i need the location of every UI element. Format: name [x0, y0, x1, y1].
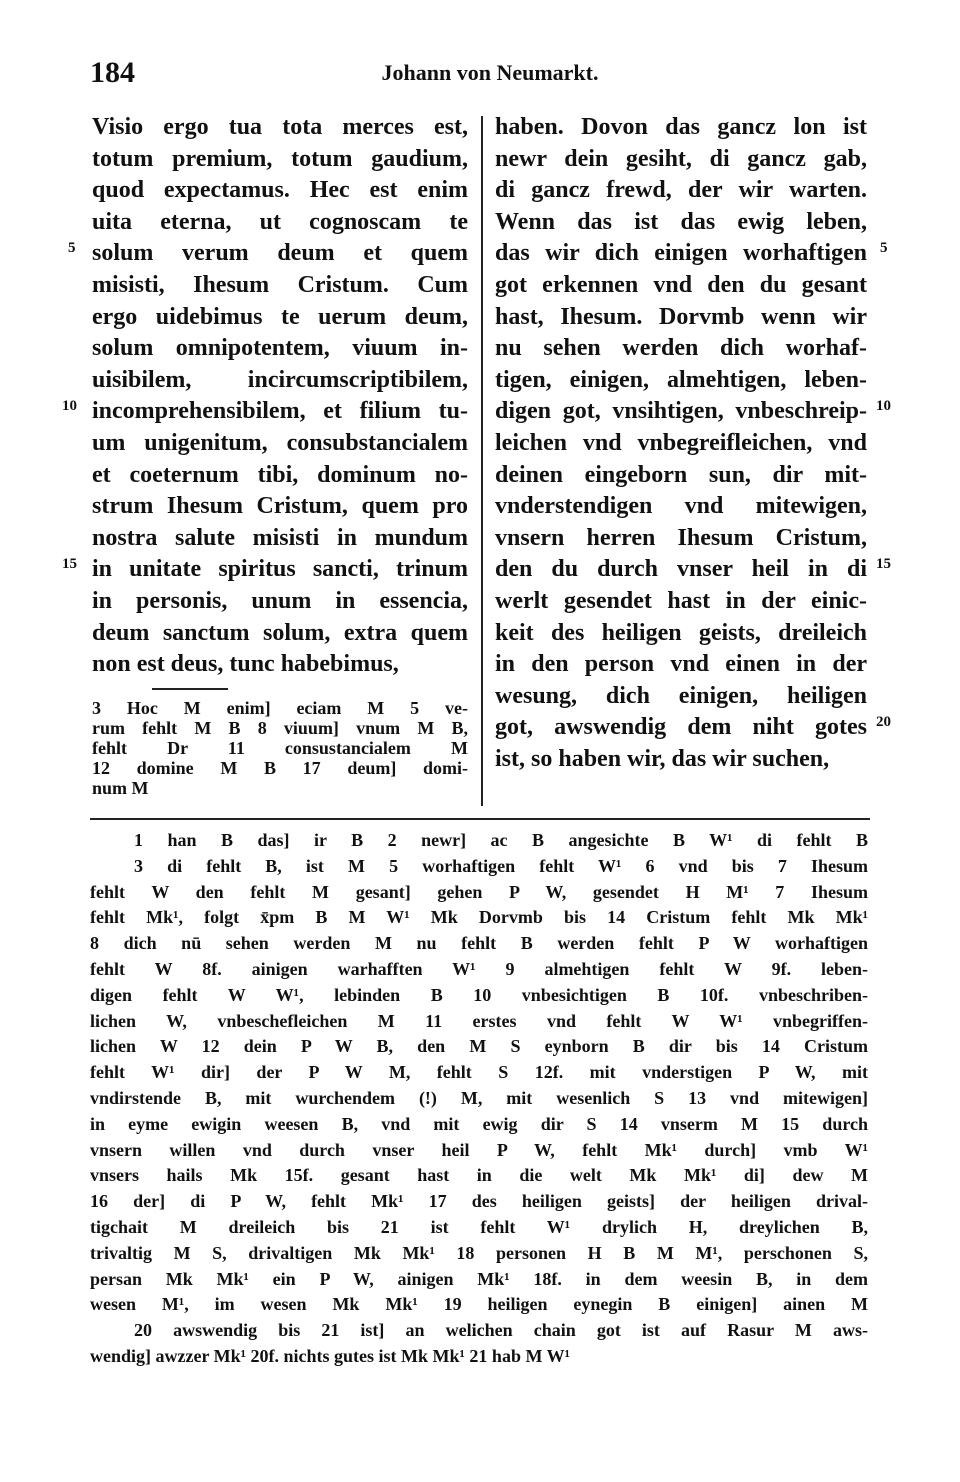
- german-line: vnsern herren Ihesum Cristum,: [495, 524, 867, 551]
- latin-apparatus: [92, 688, 468, 798]
- german-line: leichen vnd vnbegreifleichen, vnd: [495, 429, 867, 456]
- footnote-line: vnsers hails Mk 15f. gesant hast in die welt Mk Mk¹ di] dew M: [90, 1165, 868, 1186]
- footnote-line: vndirstende B, mit wurchendem (!) M, mit wesenlich S 13 vnd mitewigen]: [90, 1087, 868, 1108]
- footnote-line: persan Mk Mk¹ ein P W, ainigen Mk¹ 18f. in dem weesin B, in dem: [90, 1268, 868, 1289]
- latin-line: in unitate spiritus sancti, trinum: [92, 556, 468, 583]
- latin-line: ergo uidebimus te uerum deum,: [92, 303, 468, 330]
- german-line: wesung, dich einigen, heiligen: [495, 682, 867, 709]
- german-line: tigen, einigen, almehtigen, leben-: [495, 366, 867, 393]
- footnote-line: trivaltig M S, drivaltigen Mk Mk¹ 18 personen H B M M¹, perschonen S,: [90, 1242, 868, 1263]
- latin-line: um unigenitum, consubstancialem: [92, 429, 468, 456]
- latin-line: in personis, unum in essencia,: [92, 587, 468, 614]
- footnote-line: digen fehlt W W¹, lebinden B 10 vnbesichtigen B 10f. vnbeschriben-: [90, 984, 868, 1005]
- german-line: ist, so haben wir, das wir suchen,: [495, 745, 830, 772]
- footnote-line: wendig] awzzer Mk¹ 20f. nichts gutes ist Mk Mk¹ 21 hab M W¹: [90, 1345, 571, 1366]
- german-line: got erkennen vnd den du gesant: [495, 271, 867, 298]
- apparatus-line: 3 Hoc M enim] eciam M 5 ve-: [92, 697, 468, 718]
- left-line-number: 5: [68, 240, 76, 256]
- latin-line: strum Ihesum Cristum, quem pro: [92, 493, 468, 520]
- page-number: 184: [90, 56, 135, 89]
- footnote-line: vnsern willen vnd durch vnser heil P W, fehlt Mk¹ durch] vmb W¹: [90, 1139, 868, 1160]
- left-line-number: 10: [62, 398, 77, 414]
- latin-line: incomprehensibilem, et filium tu-: [92, 398, 468, 425]
- footnote-line: fehlt W den fehlt M gesant] gehen P W, gesendet H M¹ 7 Ihesum: [90, 881, 868, 902]
- latin-column: [92, 112, 468, 681]
- german-line: di gancz frewd, der wir warten.: [495, 177, 867, 204]
- footnote-line: lichen W, vnbeschefleichen M 11 erstes vnd fehlt W W¹ vnbegriffen-: [90, 1010, 868, 1031]
- right-line-number: 10: [876, 398, 891, 414]
- footnote-line: lichen W 12 dein P W B, den M S eynborn B dir bis 14 Cristum: [90, 1036, 868, 1057]
- latin-line: solum verum deum et quem: [92, 240, 468, 267]
- left-line-number: 15: [62, 556, 77, 572]
- latin-line: uisibilem, incircumscriptibilem,: [92, 366, 468, 393]
- latin-line: uita eterna, ut cognoscam te: [92, 208, 468, 235]
- column-divider: [481, 116, 483, 806]
- latin-line: deum sanctum solum, extra quem: [92, 619, 468, 646]
- german-line: vnderstendigen vnd mitewigen,: [495, 493, 867, 520]
- footnote-line: in eyme ewigin weesen B, vnd mit ewig dir S 14 vnserm M 15 durch: [90, 1113, 868, 1134]
- footnote-line: wesen M¹, im wesen Mk Mk¹ 19 heiligen eynegin B einigen] ainen M: [90, 1294, 868, 1315]
- footnote-line: 1 han B das] ir B 2 newr] ac B angesichte B W¹ di fehlt B: [134, 830, 868, 850]
- footnote-line: fehlt Mk¹, folgt x̄pm B M W¹ Mk Dorvmb bis 14 Cristum fehlt Mk Mk¹: [90, 907, 868, 928]
- german-line: nu sehen werden dich worhaf-: [495, 335, 867, 362]
- running-title: Johann von Neumarkt.: [381, 60, 599, 85]
- right-line-number: 15: [876, 556, 891, 572]
- latin-line: non est deus, tunc habebimus,: [92, 651, 399, 678]
- german-line: werlt gesendet hast in der einic-: [495, 587, 867, 614]
- latin-line: nostra salute misisti in mundum: [92, 524, 468, 551]
- latin-line: misisti, Ihesum Cristum. Cum: [92, 271, 468, 298]
- footnote-line: 8 dich nū sehen werden M nu fehlt B werden fehlt P W worhaftigen: [90, 933, 868, 954]
- german-line: deinen eingeborn sun, dir mit-: [495, 461, 867, 488]
- footnote-line: tigchait M dreileich bis 21 ist fehlt W¹ drylich H, dreylichen B,: [90, 1216, 868, 1237]
- right-line-number: 5: [880, 240, 888, 256]
- german-line: hast, Ihesum. Dorvmb wenn wir: [495, 303, 867, 330]
- apparatus-line: 12 domine M B 17 deum] domi-: [92, 757, 468, 778]
- footnote-line: 3 di fehlt B, ist M 5 worhaftigen fehlt W¹ 6 vnd bis 7 Ihesum: [134, 855, 868, 876]
- german-line: digen got, vnsihtigen, vnbeschreip-: [495, 398, 867, 425]
- latin-line: quod expectamus. Hec est enim: [92, 177, 468, 204]
- apparatus-rule: [152, 688, 228, 690]
- apparatus-line: num M: [92, 777, 149, 798]
- latin-line: totum premium, totum gaudium,: [92, 145, 468, 172]
- footnote-line: fehlt W¹ dir] der P W M, fehlt S 12f. mit vnderstigen P W, mit: [90, 1062, 868, 1083]
- apparatus-line: fehlt Dr 11 consustancialem M: [92, 737, 468, 758]
- apparatus-line: rum fehlt M B 8 viuum] vnum M B,: [92, 717, 468, 738]
- german-line: das wir dich einigen worhaftigen: [495, 240, 867, 267]
- footnote-rule: [90, 818, 870, 820]
- latin-line: solum omnipotentem, viuum in-: [92, 335, 468, 362]
- german-column: [495, 112, 867, 775]
- footnote-line: 20 awswendig bis 21 ist] an welichen chain got ist auf Rasur M aws-: [134, 1320, 868, 1341]
- german-line: haben. Dovon das gancz lon ist: [495, 114, 867, 140]
- right-line-number: 20: [876, 714, 891, 730]
- german-line: newr dein gesiht, di gancz gab,: [495, 145, 867, 172]
- page-header: [90, 56, 890, 96]
- critical-apparatus: [90, 828, 868, 1370]
- latin-line: et coeternum tibi, dominum no-: [92, 461, 468, 488]
- footnote-line: 16 der] di P W, fehlt Mk¹ 17 des heiligen geists] der heiligen drival-: [90, 1191, 868, 1212]
- footnote-line: fehlt W 8f. ainigen warhafften W¹ 9 almehtigen fehlt W 9f. leben-: [90, 958, 868, 979]
- german-line: den du durch vnser heil in di: [495, 556, 867, 583]
- latin-line: Visio ergo tua tota merces est,: [92, 114, 468, 140]
- german-line: got, awswendig dem niht gotes: [495, 714, 867, 741]
- german-line: in den person vnd einen in der: [495, 651, 867, 678]
- german-line: Wenn das ist das ewig leben,: [495, 208, 867, 235]
- german-line: keit des heiligen geists, dreileich: [495, 619, 867, 646]
